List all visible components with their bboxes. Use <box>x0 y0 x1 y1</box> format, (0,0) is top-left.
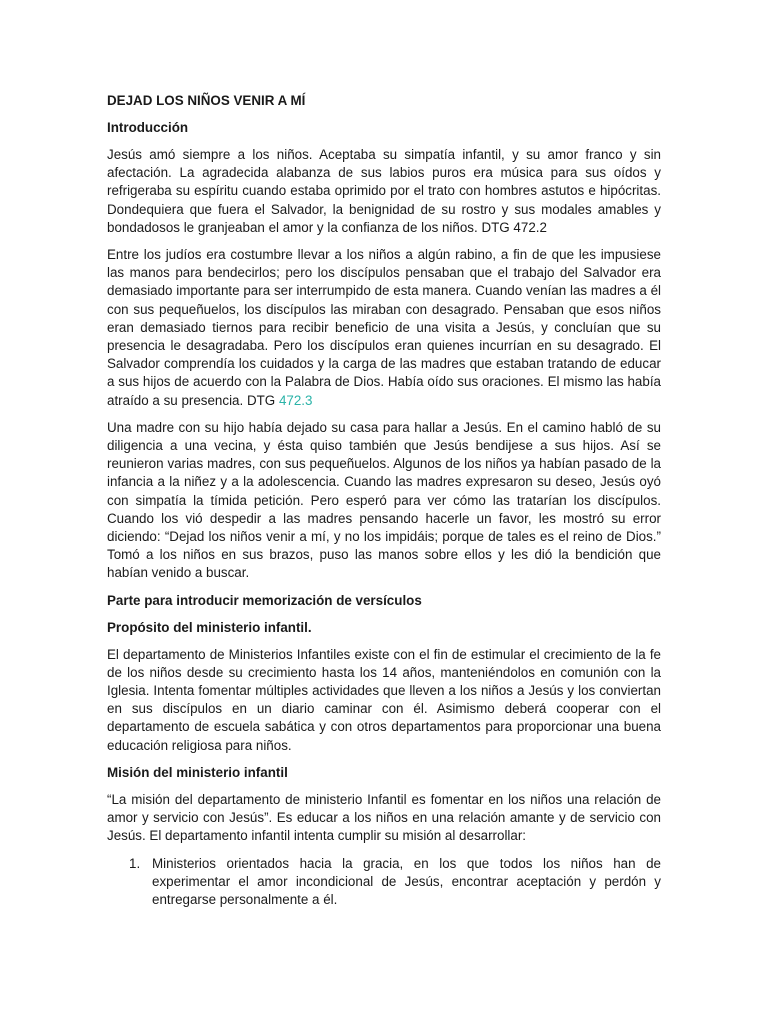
list-item-number: 1. <box>129 855 141 871</box>
mission-list <box>107 855 661 910</box>
purpose-heading: Propósito del ministerio infantil. <box>107 619 312 635</box>
paragraph-3: Una madre con su hijo había dejado su casa para hallar a Jesús. En el camino habló de su diligencia a una vecina, y ésta quiso también que Jesús bendijese a sus hijos. Así se reunieron varias madres, con sus pequeñuelos. Algunos de los niños ya habían pasado de la infancia a la niñez y a la adolescencia. Cuando las madres expresaron su deseo, Jesús oyó con simpatía la tímida petición. Pero esperó para ver cómo las tratarían los discípulos. Cuando los vió despedir a las madres pensando hacerle un favor, les mostró su error diciendo: “Dejad los niños venir a mí, y no los impidáis; porque de tales es el reino de Dios.” Tomó a los niños en sus brazos, puso las manos sobre ellos y les dió la bendición que habían venido a buscar. <box>107 419 661 581</box>
paragraph-4: El departamento de Ministerios Infantiles existe con el fin de estimular el crecimiento de la fe de los niños desde su crecimiento hasta los 14 años, manteniéndolos en comunión con la Iglesia. Intenta fomentar múltiples actividades que lleven a los niños a Jesús y los conviertan en sus discípulos en un diario caminar con él. Asimismo deberá cooperar con el departamento de escuela sabática y con otros departamentos para proporcionar una buena educación religiosa para niños. <box>107 646 661 753</box>
paragraph-2-text: Entre los judíos era costumbre llevar a los niños a algún rabino, a fin de que les impusiese las manos para bendecirlos; pero los discípulos pensaban que el trabajo del Salvador era demasiado importante para ser interrumpido de esta manera. Cuando venían las madres a él con sus pequeñuelos, los discípulos las miraban con desagrado. Pensaban que esos niños eran demasiado tiernos para recibir beneficio de una visita a Jesús, y concluían que su presencia le desagradaba. Pero los discípulos eran quienes incurrían en su desagrado. El Salvador comprendía los cuidados y la carga de las madres que estaban tratando de educar a sus hijos de acuerdo con la Palabra de Dios. Había oído sus oraciones. El mismo las había atraído a su presencia. DTG <box>107 247 661 408</box>
paragraph-2 <box>107 246 661 410</box>
list-item <box>107 855 661 910</box>
mission-heading: Misión del ministerio infantil <box>107 764 288 780</box>
memorization-heading: Parte para introducir memorización de versículos <box>107 592 422 608</box>
paragraph-1: Jesús amó siempre a los niños. Aceptaba su simpatía infantil, y su amor franco y sin afectación. La agradecida alabanza de sus labios puros era música para sus oídos y refrigeraba su espíritu cuando estaba oprimido por el trato con hombres astutos e hipócritas. Dondequiera que fuera el Salvador, la benignidad de su rostro y sus modales amables y bondadosos le granjeaban el amor y la confianza de los niños. DTG 472.2 <box>107 147 661 235</box>
paragraph-5: “La misión del departamento de ministerio Infantil es fomentar en los niños una relación de amor y servicio con Jesús”. Es educar a los niños en una relación amante y de servicio con Jesús. El departamento infantil intenta cumplir su misión al desarrollar: <box>107 791 661 844</box>
list-item-text: Ministerios orientados hacia la gracia, en los que todos los niños han de experimentar el amor incondicional de Jesús, encontrar aceptación y perdón y entregarse personalmente a él. <box>152 855 661 907</box>
reference-link[interactable]: 472.3 <box>278 392 313 408</box>
intro-heading: Introducción <box>107 120 189 135</box>
document-title: DEJAD LOS NIÑOS VENIR A MÍ <box>107 93 306 108</box>
